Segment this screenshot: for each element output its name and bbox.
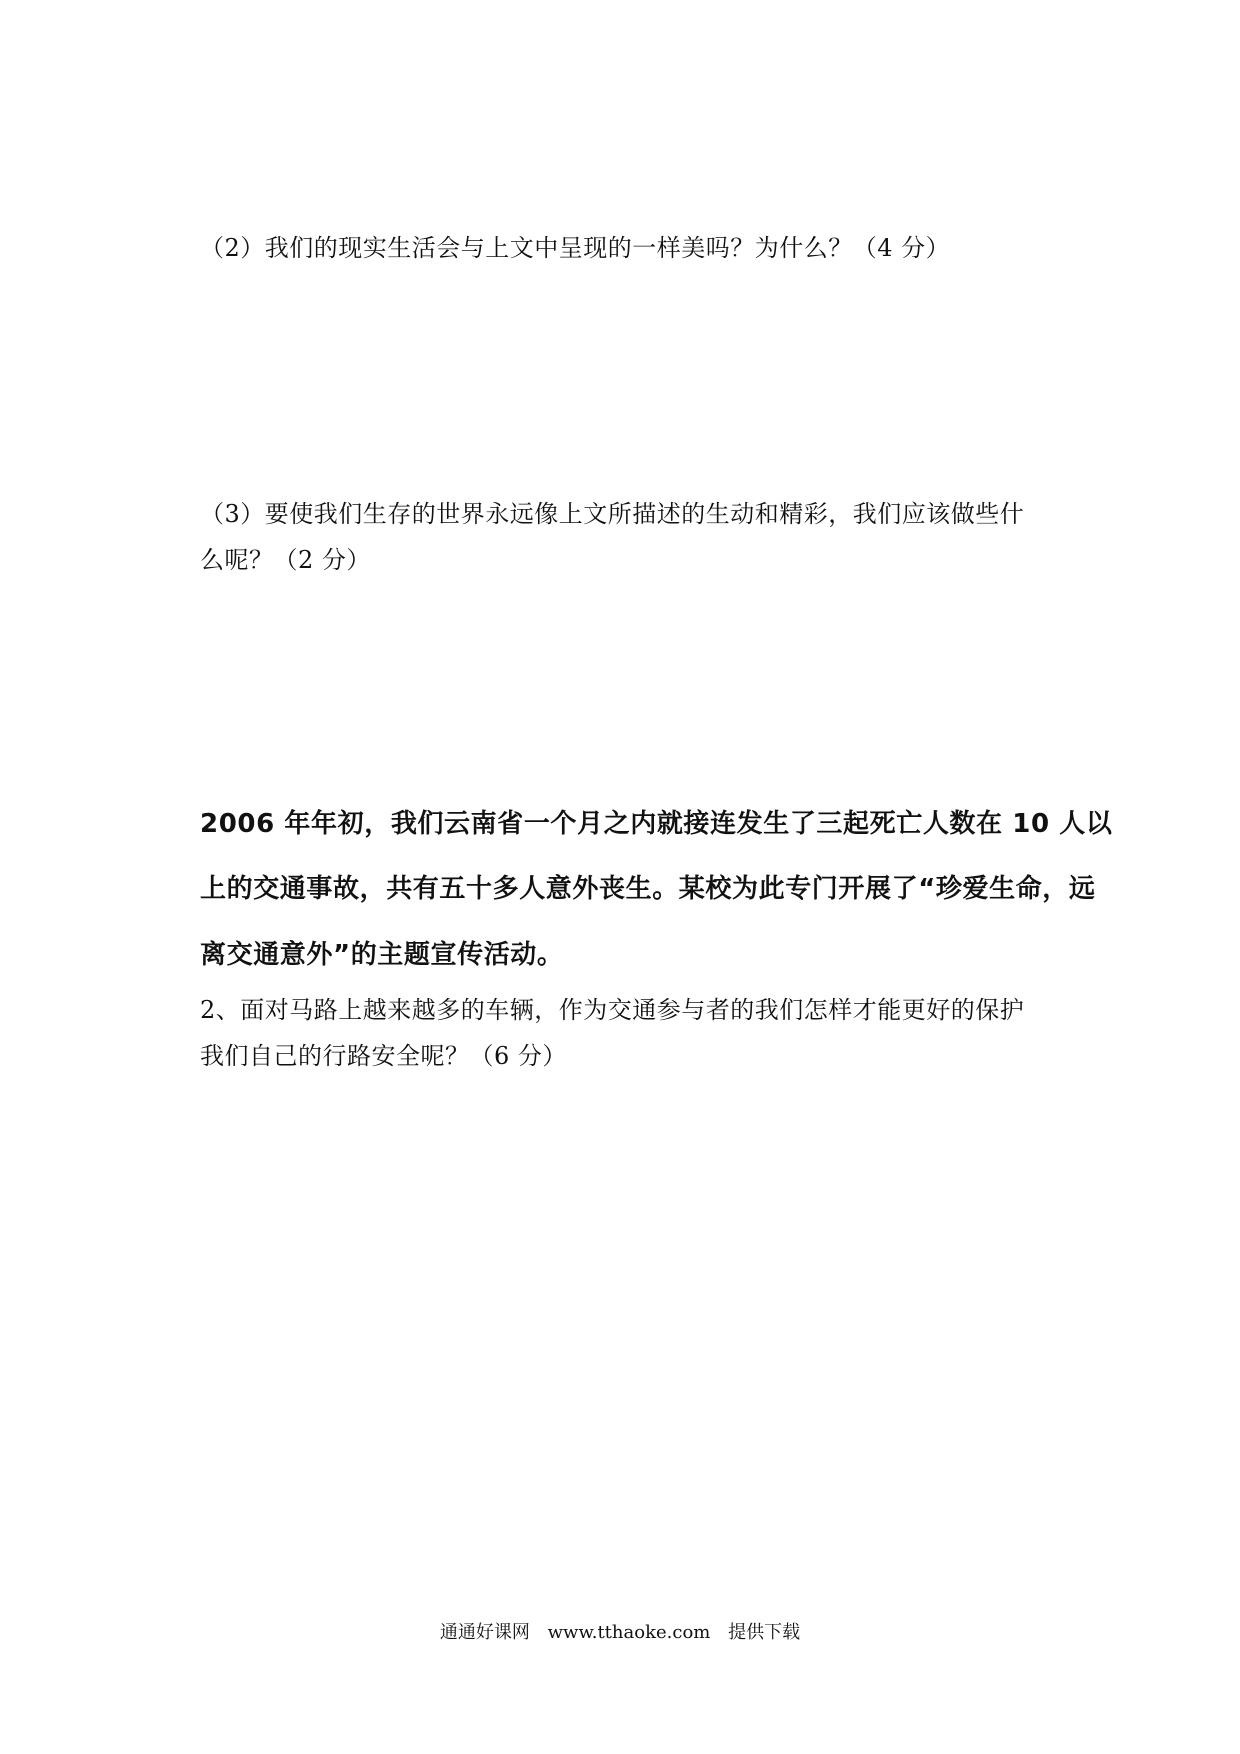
question-2-2: （2）我们的现实生活会与上文中呈现的一样美吗？为什么？（4 分） xyxy=(200,234,951,262)
question-2-line-1: 2、面对马路上越来越多的车辆，作为交通参与者的我们怎样才能更好的保护 xyxy=(200,996,1025,1024)
footer-url: www.tthaoke.com xyxy=(547,1622,711,1643)
passage-line-3: 离交通意外”的主题宣传活动。 xyxy=(200,940,564,970)
question-2-line-2: 我们自己的行路安全呢？（6 分） xyxy=(200,1042,567,1070)
footer-site-name: 通通好课网 xyxy=(439,1622,530,1643)
page-footer xyxy=(0,1618,1240,1644)
footer-note: 提供下载 xyxy=(728,1622,801,1643)
question-2-3-line-2: 么呢？（2 分） xyxy=(200,546,371,574)
passage-line-2: 上的交通事故，共有五十多人意外丧生。某校为此专门开展了“珍爱生命，远 xyxy=(200,874,1096,904)
passage-line-1: 2006 年年初，我们云南省一个月之内就接连发生了三起死亡人数在 10 人以 xyxy=(200,809,1113,839)
question-2-3-line-1: （3）要使我们生存的世界永远像上文所描述的生动和精彩，我们应该做些什 xyxy=(200,500,1025,528)
